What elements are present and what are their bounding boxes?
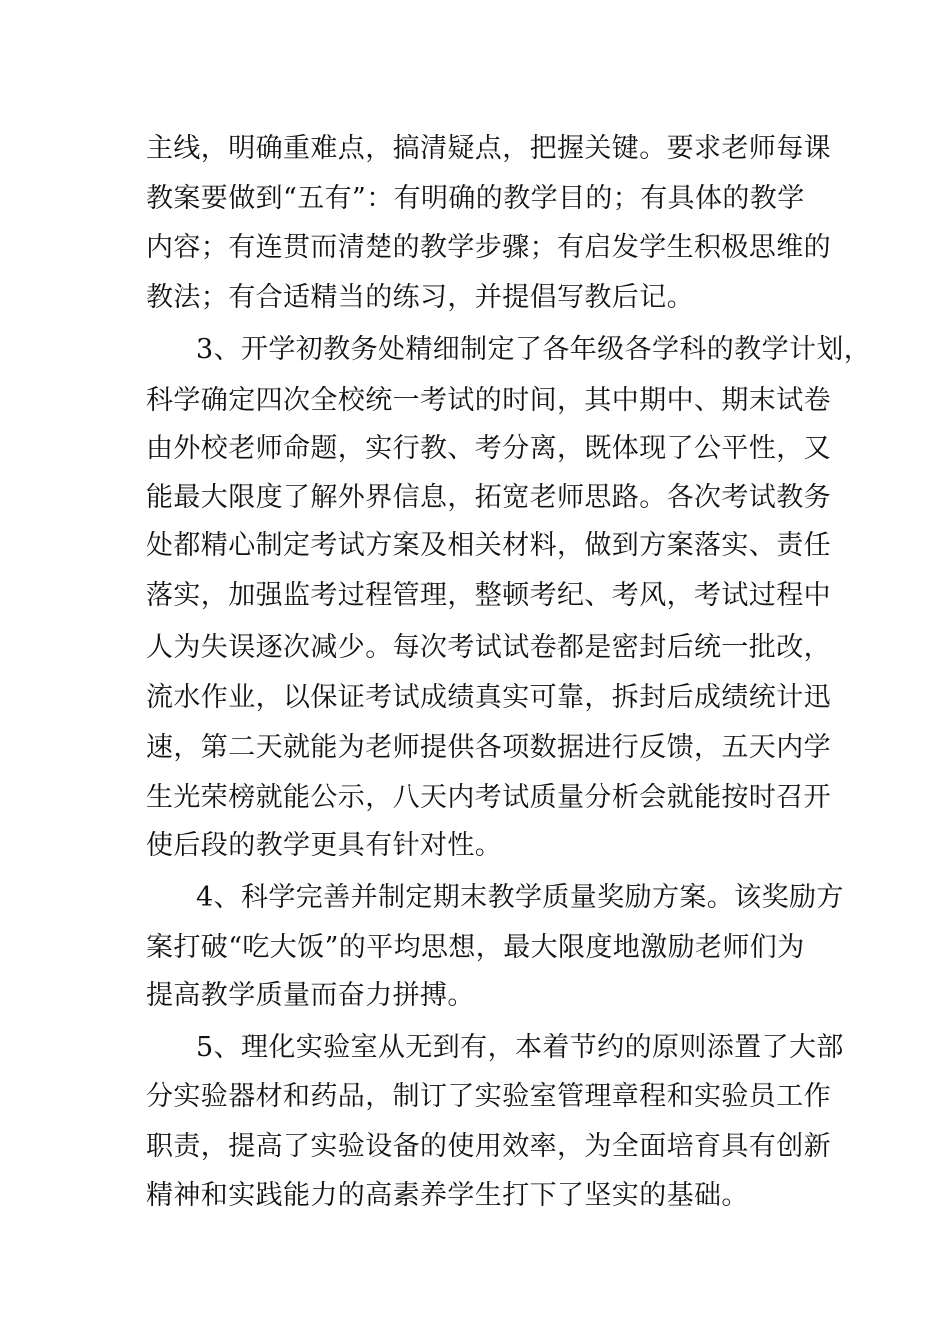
text-line: 案打破“吃大饭”的平均思想，最大限度地激励老师们为 [146,932,805,963]
text-line: 主线，明确重难点，搞清疑点，把握关键。要求老师每课 [146,133,831,164]
text-line: 5、理化实验室从无到有，本着节约的原则添置了大部 [196,1032,844,1063]
text-line: 内容；有连贯而清楚的教学步骤；有启发学生积极思维的 [146,232,831,263]
text-line: 分实验器材和药品，制订了实验室管理章程和实验员工作 [146,1081,831,1112]
text-line: 科学确定四次全校统一考试的时间，其中期中、期末试卷 [146,385,831,416]
text-line: 流水作业，以保证考试成绩真实可靠，拆封后成绩统计迅 [146,682,831,713]
text-line: 教法；有合适精当的练习，并提倡写教后记。 [146,282,694,313]
text-line: 职责，提高了实验设备的使用效率，为全面培育具有创新 [146,1131,831,1162]
text-line: 使后段的教学更具有针对性。 [146,830,503,861]
text-line: 能最大限度了解外界信息，拓宽老师思路。各次考试教务 [146,482,831,513]
text-line: 精神和实践能力的高素养学生打下了坚实的基础。 [146,1180,749,1211]
text-line: 落实，加强监考过程管理，整顿考纪、考风，考试过程中 [146,580,831,611]
text-line: 速，第二天就能为老师提供各项数据进行反馈，五天内学 [146,732,831,763]
text-line: 教案要做到“五有”：有明确的教学目的；有具体的教学 [146,183,805,214]
text-line: 4、科学完善并制定期末教学质量奖励方案。该奖励方 [196,882,844,913]
text-line: 人为失误逐次减少。每次考试试卷都是密封后统一批改， [146,632,831,663]
text-line: 提高教学质量而奋力拼搏。 [146,980,475,1011]
text-line: 由外校老师命题，实行教、考分离，既体现了公平性，又 [146,433,831,464]
text-line: 3、开学初教务处精细制定了各年级各学科的教学计划， [196,334,872,365]
text-line: 生光荣榜就能公示，八天内考试质量分析会就能按时召开 [146,782,831,813]
text-line: 处都精心制定考试方案及相关材料，做到方案落实、责任 [146,530,831,561]
